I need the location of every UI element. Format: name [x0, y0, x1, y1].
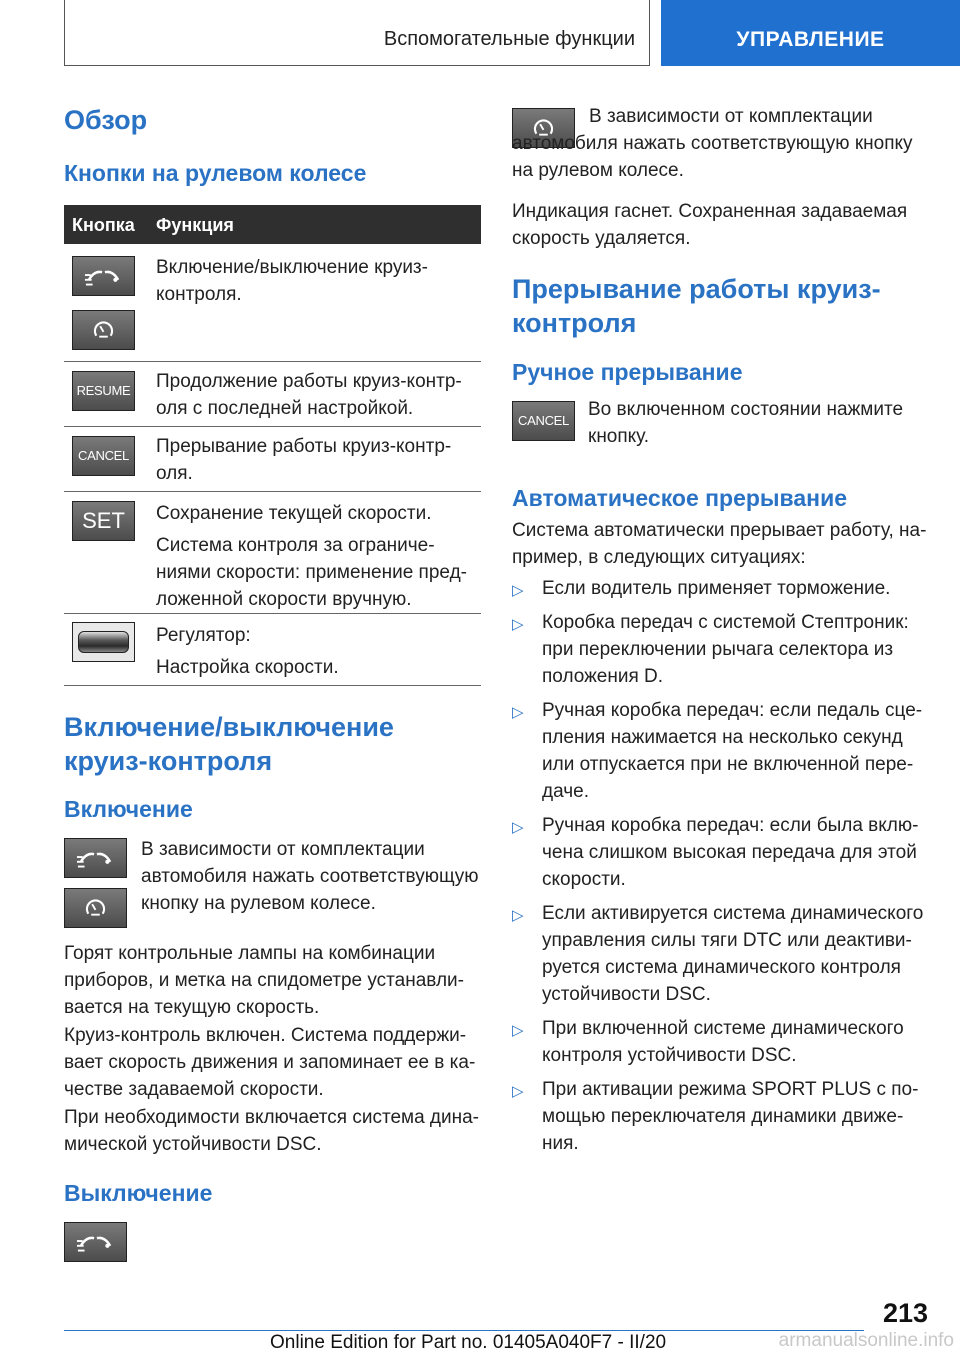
table-row: [64, 244, 481, 362]
row-function-onoff: Включение/выключение круиз-контроля.: [156, 257, 428, 305]
on-paragraph-1: Горят контрольные лампы на комбинации приборов, и метка на спидометре устанавли-вается на текущую скорость.: [64, 943, 464, 1018]
roller-switch-icon: [72, 622, 135, 662]
bullet-arrow-icon: ▷: [512, 1083, 524, 1100]
header-chapter-title: УПРАВЛЕНИЕ: [736, 28, 885, 51]
header-section-title: Вспомогательные функции: [383, 28, 635, 50]
bullet-arrow-icon: ▷: [512, 616, 524, 633]
table-row: [64, 492, 481, 614]
list-item: ▷ При включенной системе динамического контроля устойчивости DSC.: [512, 1018, 904, 1066]
auto-title: Автоматическое прерывание: [512, 485, 848, 511]
cancel-button-icon: CANCEL: [512, 401, 575, 441]
row-function-roller-extra: Настройка скорости.: [156, 657, 339, 678]
auto-bullet-list: [512, 575, 927, 1157]
cruise-speedometer-icon: [72, 310, 135, 350]
cruise-onoff-icon: [64, 838, 127, 878]
page-number: 213: [882, 1298, 928, 1328]
list-item: ▷ При активации режима SPORT PLUS с по-мощью переключателя динамики движе-ния.: [512, 1079, 919, 1154]
footer-watermark[interactable]: armanualsonline.info: [778, 1330, 954, 1351]
on-paragraph-3: При необходимости включается система дина-мической устойчивости DSC.: [64, 1107, 480, 1155]
list-item: ▷ Ручная коробка передач: если была вклю-чена слишком высокая передача для этой скорости.: [512, 815, 919, 890]
bullet-arrow-icon: ▷: [512, 582, 524, 599]
on-paragraph-2: Круиз-контроль включен. Система поддержи-вает скорость движения и запоминает ее в ка-честве задаваемой скорости.: [64, 1025, 476, 1100]
table-row: [64, 614, 481, 686]
buttons-table: [64, 205, 481, 686]
off-instruction: В зависимости от комплектации автомобиля нажать соответствующую кнопку на рулевом колесе.: [512, 106, 913, 181]
section-onoff-title: Включение/выключение круиз-контроля: [64, 712, 394, 776]
bullet-arrow-icon: ▷: [512, 704, 524, 721]
on-title: Включение: [64, 796, 193, 822]
auto-intro: Система автоматически прерывает работу, на-пример, в следующих ситуациях:: [512, 520, 927, 568]
bullet-arrow-icon: ▷: [512, 907, 524, 924]
cruise-onoff-icon: [72, 256, 135, 296]
list-item: ▷ Если водитель применяет торможение.: [512, 575, 927, 602]
cruise-speedometer-icon: [64, 888, 127, 928]
set-button-icon: SET: [72, 501, 135, 541]
table-row: [64, 427, 481, 492]
manual-title: Ручное прерывание: [512, 359, 743, 385]
on-instruction: В зависимости от комплектации автомобиля нажать соответствующую кнопку на рулевом колесе.: [141, 839, 479, 914]
row-function-roller: Регулятор:: [156, 625, 251, 646]
manual-text: Во включенном состоянии нажмите кнопку.: [588, 399, 904, 447]
header-chapter-tab[interactable]: [661, 0, 960, 66]
row-function-set-extra: Система контроля за ограниче-ниями скорости: применение пред-ложенной скорости вручную.: [156, 535, 467, 610]
cruise-onoff-icon: [64, 1222, 127, 1262]
col-header-function: Функция: [156, 215, 234, 235]
list-item: ▷ Коробка передач с системой Стептроник: при переключении рычага селектора из положения D.: [512, 612, 909, 687]
row-function-set: Сохранение текущей скорости.: [156, 503, 432, 524]
header-section-box: [64, 0, 650, 66]
table-heading: Кнопки на рулевом колесе: [64, 160, 367, 186]
row-function-resume: Продолжение работы круиз-контр-оля с последней настройкой.: [156, 371, 462, 419]
cancel-button-icon: CANCEL: [72, 436, 135, 476]
table-header: [64, 205, 481, 244]
off-paragraph-1: Индикация гаснет. Сохраненная задаваемая скорость удаляется.: [512, 201, 908, 249]
bullet-arrow-icon: ▷: [512, 819, 524, 836]
col-header-button: Кнопка: [72, 215, 135, 235]
row-function-cancel: Прерывание работы круиз-контр-оля.: [156, 436, 452, 484]
table-row: [64, 362, 481, 427]
off-title: Выключение: [64, 1180, 213, 1206]
page-title: Обзор: [64, 105, 148, 135]
list-item: ▷ Ручная коробка передач: если педаль сце-пления нажимается на несколько секунд или отпускается при не включенной пере-даче.: [512, 700, 923, 802]
footer-divider: [64, 1330, 864, 1331]
bullet-arrow-icon: ▷: [512, 1022, 524, 1039]
resume-button-icon: RESUME: [72, 371, 135, 411]
interrupt-title: Прерывание работы круиз-контроля: [512, 274, 881, 338]
footer-edition: Online Edition for Part no. 01405A040F7 - II/20: [270, 1332, 667, 1353]
list-item: ▷ Если активируется система динамического управления силы тяги DTC или деактиви-руется система динамического контроля устойчивости DSC.: [512, 903, 924, 1005]
